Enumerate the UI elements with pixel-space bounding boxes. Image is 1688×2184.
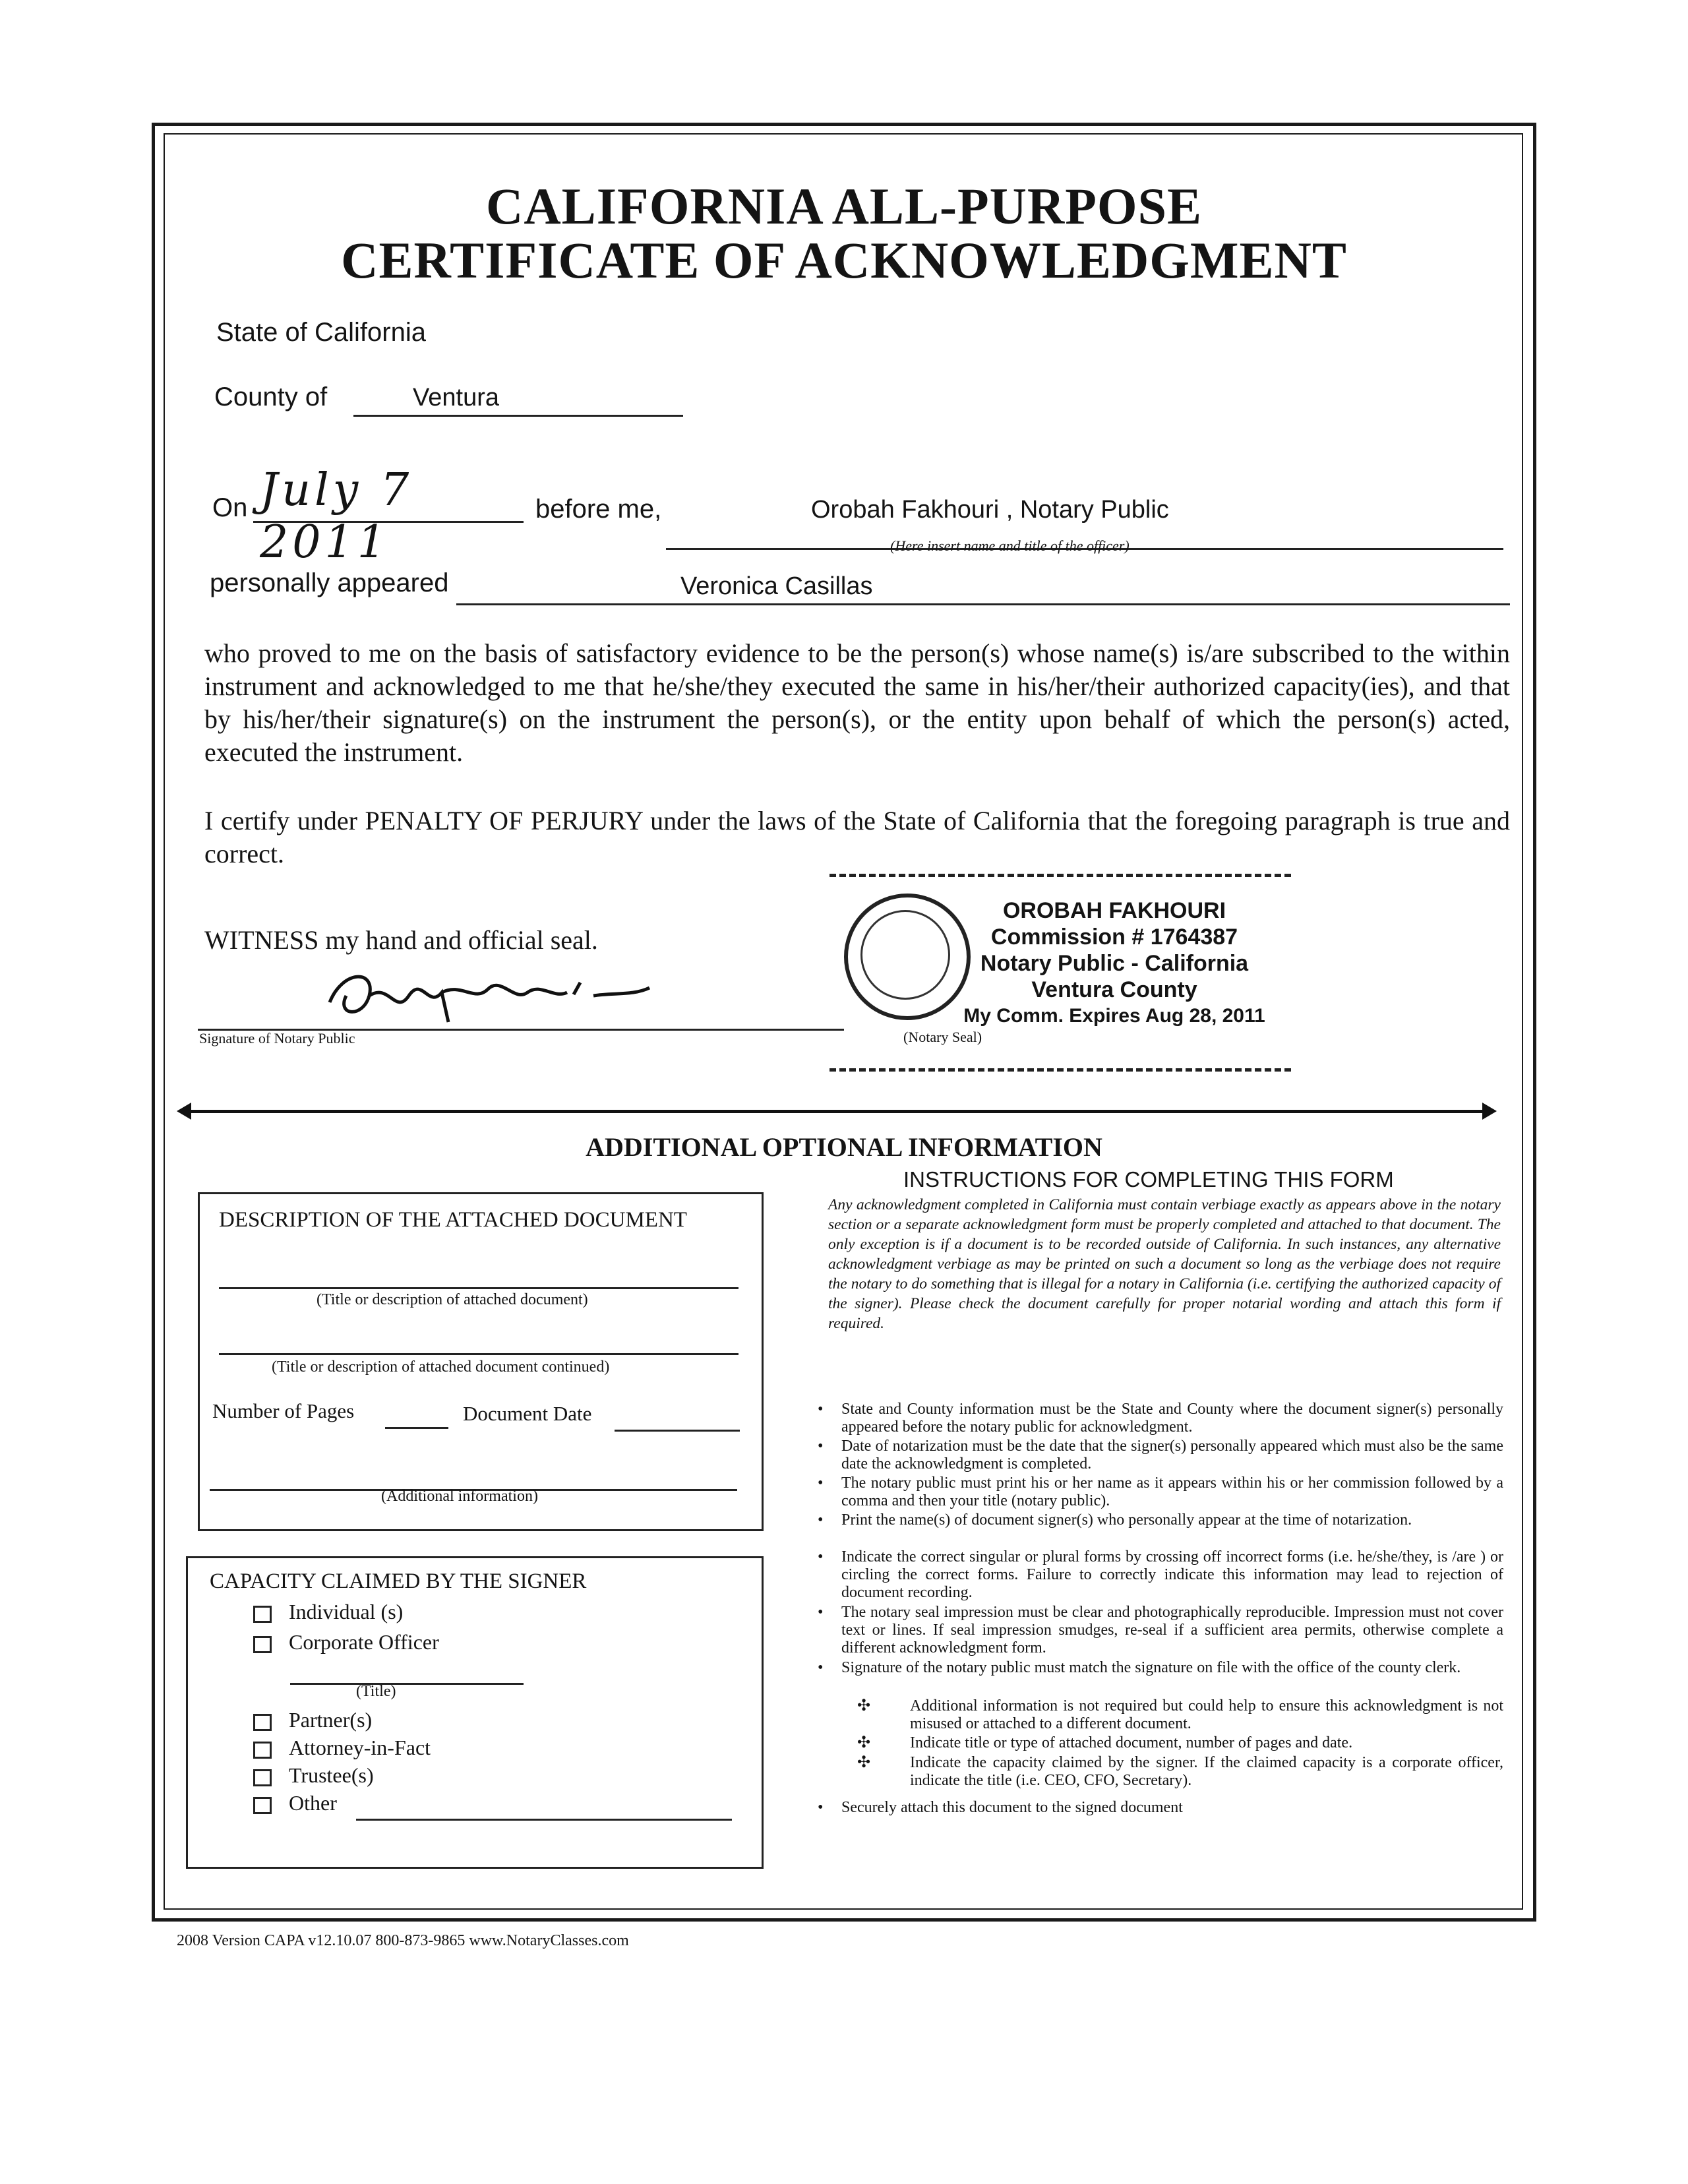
county-field[interactable]: Ventura <box>353 384 683 417</box>
witness-text: WITNESS my hand and official seal. <box>204 925 598 955</box>
checkbox-other[interactable] <box>253 1797 272 1814</box>
officer-field[interactable]: Orobah Fakhouri , Notary Public <box>666 496 1503 550</box>
instruction-last-bullet: • Securely attach this document to the signed document <box>818 1799 1183 1816</box>
instruction-sub-bullet: ✣ Indicate title or type of attached document, number of pages and date. <box>857 1734 1353 1751</box>
state-label: State of California <box>216 318 426 347</box>
stamp-expires: My Comm. Expires Aug 28, 2011 <box>963 1005 1265 1027</box>
option-attorney-in-fact[interactable]: Attorney-in-Fact <box>253 1736 431 1760</box>
form-title-line2: CERTIFICATE OF ACKNOWLEDGMENT <box>341 231 1347 289</box>
stamp-title: Notary Public - California <box>980 951 1249 976</box>
other-field[interactable] <box>356 1799 732 1821</box>
officer-title-field[interactable] <box>290 1663 524 1685</box>
pages-field[interactable] <box>385 1403 448 1429</box>
instruction-sub-bullet: ✣ Indicate the capacity claimed by the signer. If the claimed capacity is a corporate officer, indicate the title (i.e. CEO, CFO, Secretary). <box>857 1754 1503 1789</box>
checkbox-attorney-in-fact[interactable] <box>253 1742 272 1759</box>
checkbox-corporate-officer[interactable] <box>253 1636 272 1653</box>
divider-right-arrow <box>1482 1103 1497 1120</box>
checkbox-trustee[interactable] <box>253 1769 272 1786</box>
before-me-label: before me, <box>535 495 662 524</box>
document-date-field[interactable] <box>615 1406 740 1432</box>
option-corporate-officer[interactable]: Corporate Officer <box>253 1630 439 1654</box>
document-title-caption: (Title or description of attached document) <box>316 1291 588 1308</box>
footer-version: 2008 Version CAPA v12.10.07 800-873-9865 www.NotaryClasses.com <box>177 1932 629 1949</box>
instruction-bullet: • Indicate the correct singular or plural forms by crossing off incorrect forms (i.e. he/she/they, is /are ) or circling the correct forms. Failure to correctly indicate this information may lead to rejection of document recording. <box>818 1548 1503 1601</box>
personally-appeared-label: personally appeared <box>210 568 449 597</box>
document-title-field[interactable] <box>219 1261 738 1289</box>
option-other[interactable]: Other <box>253 1791 337 1815</box>
officer-hint: (Here insert name and title of the officer) <box>890 537 1130 554</box>
additional-heading: ADDITIONAL OPTIONAL INFORMATION <box>586 1132 1102 1162</box>
document-title-continued-caption: (Title or description of attached document continued) <box>272 1358 610 1376</box>
acknowledgment-paragraph: who proved to me on the basis of satisfactory evidence to be the person(s) whose name(s) is/are subscribed to the within instrument and acknowledged to me that he/she/they executed the same in his/her/their authorized capacity(ies), and that by his/her/their signature(s) on the instrument the person(s), or the entity upon behalf of which the person(s) acted, executed the instrument. <box>204 638 1510 767</box>
divider-left-arrow <box>177 1103 191 1120</box>
county-label: County of <box>214 382 328 411</box>
instruction-sub-bullet: ✣ Additional information is not required but could help to ensure this acknowledgment is not misused or attached to a different document. <box>857 1697 1503 1732</box>
document-title-continued-field[interactable] <box>219 1327 738 1355</box>
instructions-intro: Any acknowledgment completed in California must contain verbiage exactly as appears above in the notary section or a separate acknowledgment form must be properly completed and attached to that document. The only exception is if a document is to be recorded outside of California. In such instances, any alternative acknowledgment verbiage as may be printed on such a document so long as the verbiage does not require the notary to do something that is illegal for a notary in California (i.e. certifying the authorized capacity of the signer). Please check the document carefully for proper notarial wording and attach this form if required. <box>828 1196 1501 1332</box>
instruction-bullet: • The notary public must print his or her name as it appears within his or her commission followed by a comma and then your title (notary public). <box>818 1474 1503 1509</box>
pages-label: Number of Pages <box>212 1399 355 1422</box>
checkbox-partner[interactable] <box>253 1714 272 1731</box>
additional-info-field[interactable] <box>210 1463 737 1491</box>
signature-label: Signature of Notary Public <box>199 1030 355 1046</box>
on-label: On <box>212 493 248 522</box>
instruction-bullet: • Date of notarization must be the date that the signer(s) personally appeared which must also be the same date the acknowledgment is completed. <box>818 1438 1503 1472</box>
state-seal-inner <box>860 910 950 1000</box>
section-divider <box>186 1110 1492 1113</box>
instruction-bullet: • Print the name(s) of document signer(s) who personally appear at the time of notarization. <box>818 1511 1412 1529</box>
additional-info-caption: (Additional information) <box>381 1488 538 1505</box>
description-heading: DESCRIPTION OF THE ATTACHED DOCUMENT <box>219 1208 687 1232</box>
instructions-heading: INSTRUCTIONS FOR COMPLETING THIS FORM <box>903 1167 1394 1192</box>
instruction-bullet: • The notary seal impression must be clear and photographically reproducible. Impression must not cover text or lines. If seal impression smudges, re-seal if a sufficient area permits, otherwise complete a different acknowledgment form. <box>818 1604 1503 1656</box>
checkbox-individual[interactable] <box>253 1606 272 1623</box>
appeared-field[interactable]: Veronica Casillas <box>456 572 1510 605</box>
instruction-bullet: • Signature of the notary public must match the signature on file with the office of the county clerk. <box>818 1659 1461 1676</box>
stamp-county: Ventura County <box>1031 977 1197 1002</box>
stamp-name: OROBAH FAKHOURI <box>1002 898 1226 923</box>
seal-label: (Notary Seal) <box>903 1029 982 1045</box>
capacity-heading: CAPACITY CLAIMED BY THE SIGNER <box>210 1569 587 1593</box>
option-individual[interactable]: Individual (s) <box>253 1600 403 1624</box>
instruction-bullet: • State and County information must be the State and County where the document signer(s) personally appeared before the notary public for acknowledgment. <box>818 1401 1503 1436</box>
certify-paragraph: I certify under PENALTY OF PERJURY under the laws of the State of California that the foregoing paragraph is true and correct. <box>204 806 1510 868</box>
document-date-label: Document Date <box>463 1402 592 1425</box>
date-field[interactable] <box>253 464 524 568</box>
stamp-commission: Commission # 1764387 <box>990 925 1238 950</box>
officer-title-caption: (Title) <box>356 1683 396 1700</box>
option-trustee[interactable]: Trustee(s) <box>253 1763 374 1788</box>
handwritten-date: July 7 2011 <box>260 464 413 568</box>
option-partner[interactable]: Partner(s) <box>253 1708 372 1732</box>
form-title-line1: CALIFORNIA ALL-PURPOSE <box>486 177 1202 235</box>
notary-signature <box>316 956 659 1029</box>
signature-line[interactable] <box>198 969 844 1031</box>
